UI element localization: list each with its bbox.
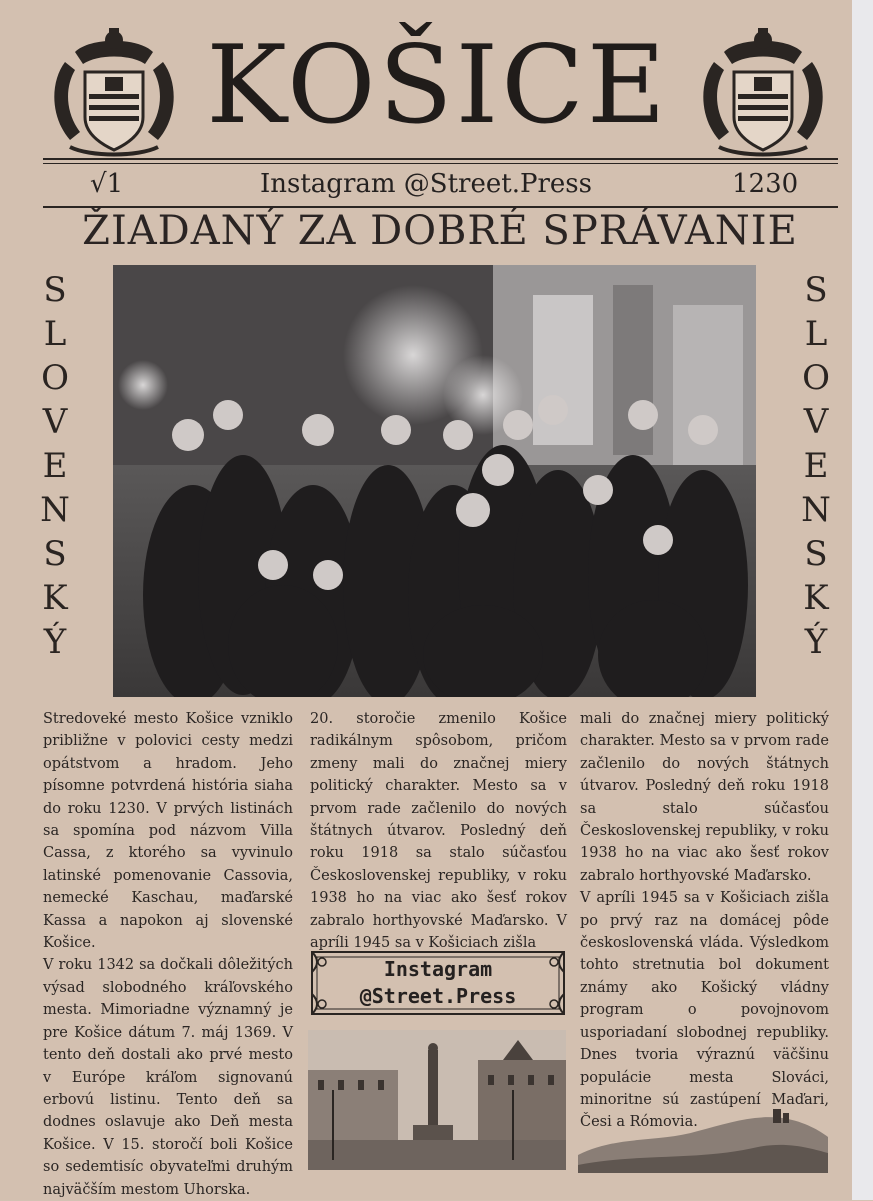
article-column-3 (580, 708, 829, 1134)
instagram-handle: Instagram @Street.Press (260, 169, 592, 199)
vertical-letter: S (804, 534, 828, 574)
vertical-letter: O (802, 358, 830, 398)
top-rule (43, 158, 838, 160)
paragraph: mali do značnej miery politický charakter. Mesto sa v prvom rade začlenilo do nových štátnych útvarov. Posledný deň roku 1918 sa stalo súčasťou Československej republiky, v roku 1938 ho na viac ako šesť rokov zabralo horthyovské Maďarsko. (580, 711, 830, 884)
vertical-letter: Ý (804, 622, 828, 662)
vertical-letter: V (42, 402, 68, 442)
group-photo (113, 265, 756, 697)
paragraph: V apríli 1945 sa v Košiciach zišla po prvý raz na domácej pôde československá vláda. Výsledkom tohto stretnutia bol dokument známy ako Košický vládny program o povojnovom usporiadaní slobodnej republiky. Dnes tvoria výraznú väčšinu populácie mesta Slováci, minoritne sú zastúpení Maďari, Česi a Rómovia. (580, 890, 829, 1131)
headline: ŽIADANÝ ZA DOBRÉ SPRÁVANIE (82, 208, 798, 254)
vertical-letter: S (43, 534, 67, 574)
vertical-letter: V (803, 402, 829, 442)
paragraph: Stredoveké mesto Košice vzniklo približne v polovici cesty medzi opátstvom a hradom. Jeho písomne potvrdená história siaha do roku 1230. V prvých listinách sa spomína pod názvom Villa Cassa, z ktorého sa vyvinulo latinské pomenovanie Cassovia, nemecké Kaschau, maďarské Kassa a napokon aj slovenské Košice. (43, 711, 293, 952)
coat-of-arms-right (694, 22, 832, 160)
castle-hill-photo (578, 1105, 828, 1173)
vertical-letter: L (804, 314, 828, 354)
vertical-letter: Ý (43, 622, 67, 662)
vertical-letter: N (40, 490, 70, 530)
vertical-letter: K (803, 578, 829, 618)
instagram-box-text (308, 956, 568, 1010)
instagram-box-line-1: Instagram (383, 957, 493, 981)
paragraph: 20. storočie zmenilo Košice radikálnym spôsobom, pričom zmeny mali do značnej miery politický charakter. Mesto sa v prvom rade začlenilo do nových štátnych útvarov. Posledný deň roku 1918 sa stalo súčasťou Československej republiky, v roku 1938 ho na viac ako šesť rokov zabralo horthyovské Maďarsko. V apríli 1945 sa v Košiciach zišla (310, 711, 567, 952)
vertical-word-right (801, 268, 831, 664)
vertical-word-left (40, 268, 70, 664)
vertical-letter: K (42, 578, 68, 618)
article-column-2 (310, 708, 567, 954)
top-rule-thin (43, 163, 838, 164)
coat-of-arms-left (45, 22, 183, 160)
instagram-ornament-box (308, 948, 568, 1018)
year-label: 1230 (732, 169, 799, 199)
vertical-letter: S (804, 270, 828, 310)
vertical-letter: E (42, 446, 68, 486)
town-square-photo (308, 1030, 566, 1170)
meta-row (60, 165, 810, 205)
vertical-letter: O (41, 358, 69, 398)
scan-margin (852, 0, 873, 1200)
issue-number: √1 (90, 169, 124, 199)
article-column-1 (43, 708, 293, 1201)
vertical-letter: S (43, 270, 67, 310)
instagram-box-line-2: @Street.Press (359, 984, 517, 1008)
paragraph: V roku 1342 sa dočkali dôležitých výsad slobodného kráľovského mesta. Mimoriadne významný je pre Košice dátum 7. máj 1369. V tento deň dostali ako prvé mesto v Európe kráľom signovanú erbovú listinu. Tento deň sa dodnes oslavuje ako Deň mesta Košice. V 15. storočí boli Košice so sedemtisíc obyvateľmi druhým najväčším mestom Uhorska. (43, 957, 293, 1198)
vertical-letter: L (43, 314, 67, 354)
masthead-title: KOŠICE (206, 23, 669, 148)
vertical-letter: E (803, 446, 829, 486)
vertical-letter: N (801, 490, 831, 530)
